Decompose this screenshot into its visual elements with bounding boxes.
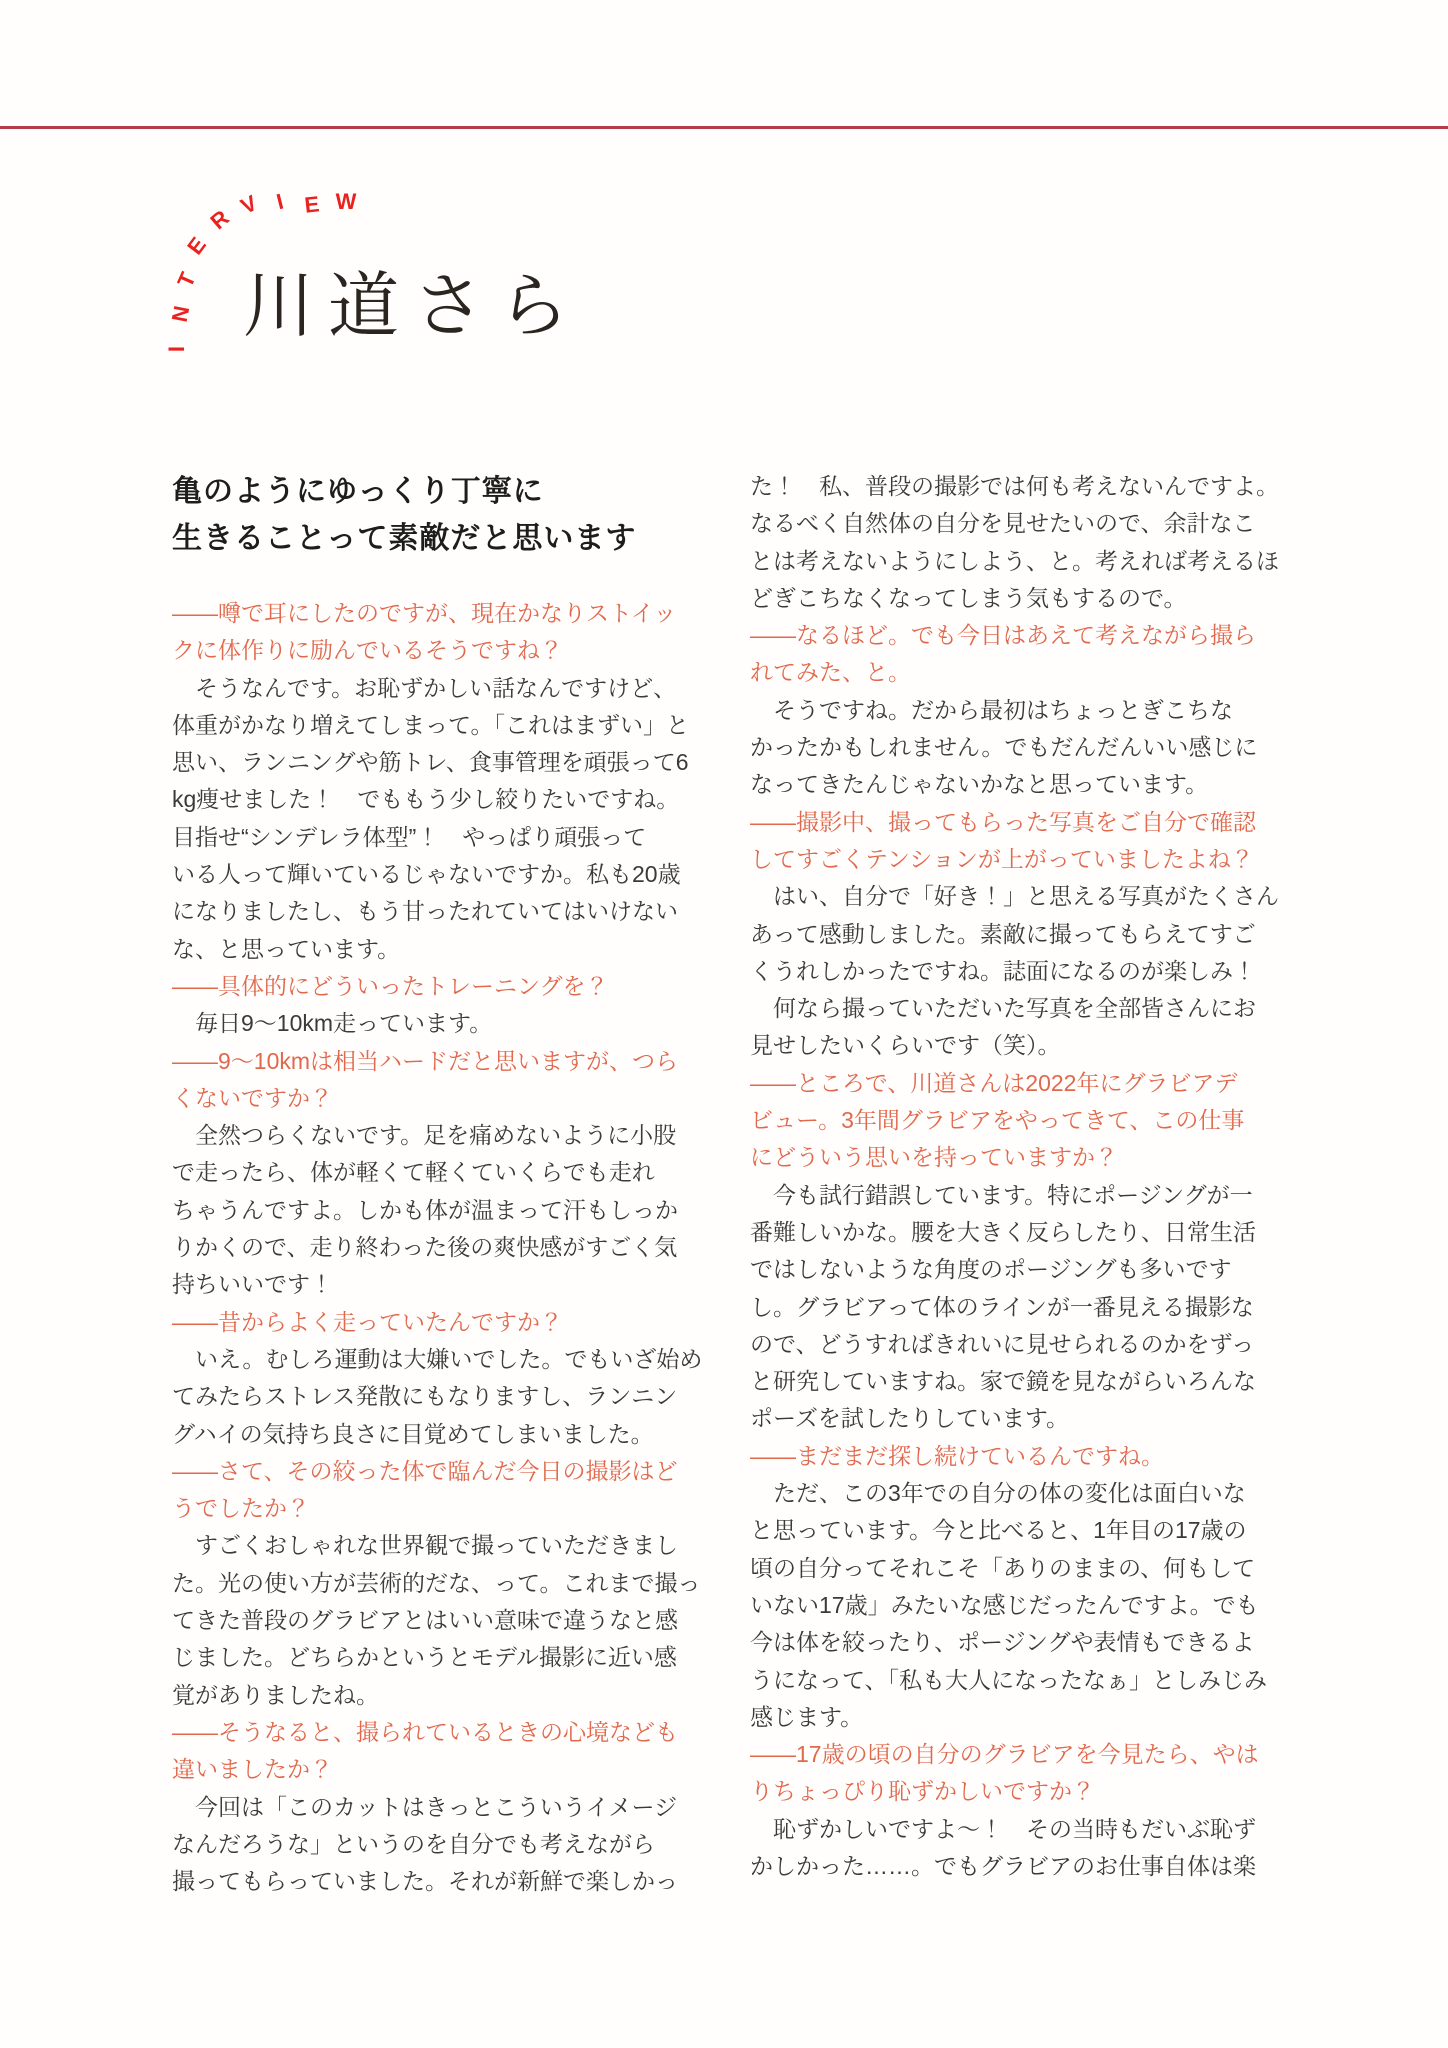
kicker-letter: I: [273, 188, 286, 215]
kicker-letter: I: [164, 345, 189, 353]
interview-answer-line: 目指せ“シンデレラ体型”！ やっぱり頑張って: [172, 823, 647, 850]
kicker-letter: E: [303, 191, 321, 218]
interview-answer-line: 全然つらくないです。足を痛めないように小股: [195, 1122, 677, 1149]
interview-question-line: ——噂で耳にしたのですが、現在かなりストイッ: [172, 600, 677, 626]
left-column-lines: [172, 595, 703, 1900]
interview-answer-line: 今回は「このカットはきっとこういうイメージ: [195, 1793, 678, 1820]
interview-answer-line: と研究していますね。家で鏡を見ながらいろんな: [750, 1368, 1256, 1395]
interview-answer-line: ポーズを試したりしています。: [750, 1405, 1070, 1432]
interview-question-line: ——具体的にどういったトレーニングを？: [172, 972, 609, 999]
interview-answer-line: いない17歳」みたいな感じだったんですよ。でも: [750, 1591, 1259, 1618]
interview-question-line: ——なるほど。でも今日はあえて考えながら撮ら: [750, 622, 1256, 649]
interview-answer-line: 恥ずかしいですよ〜！ その当時もだいぶ恥ず: [773, 1815, 1256, 1842]
interview-answer-line: そうなんです。お恥ずかしい話なんですけど、: [195, 674, 677, 701]
interview-answer-line: とは考えないようにしよう、と。考えれば考えるほ: [750, 547, 1279, 574]
interview-question-line: してすごくテンションが上がっていましたよね？: [750, 845, 1254, 872]
interview-answer-line: あって感動しました。素敵に撮ってもらえてすご: [750, 920, 1256, 947]
interview-answer-line: し。グラビアって体のラインが一番見える撮影な: [750, 1293, 1254, 1320]
interview-answer-line: すごくおしゃれな世界観で撮っていただきまし: [195, 1532, 678, 1559]
interview-answer-line: なんだろうな」というのを自分でも考えながら: [172, 1830, 655, 1857]
interview-question-line: くないですか？: [172, 1084, 333, 1111]
headline-line-2: 生きることって素敵だと思います: [172, 522, 637, 555]
interview-answer-line: いる人って輝いているじゃないですか。私も20歳: [172, 861, 681, 888]
interview-answer-line: ので、どうすればきれいに見せられるのかをずっ: [750, 1330, 1255, 1357]
interview-question-line: ビュー。3年間グラビアをやってきて、この仕事: [750, 1107, 1245, 1134]
interview-question-line: ——まだまだ探し続けているんですね。: [750, 1442, 1164, 1469]
interview-answer-line: そうですね。だから最初はちょっとぎこちな: [773, 696, 1233, 723]
interview-question-line: ——昔からよく走っていたんですか？: [172, 1308, 563, 1335]
interview-answer-line: うになって、「私も大人になったなぁ」としみじみ: [750, 1666, 1268, 1693]
interview-answer-line: 覚がありましたね。: [172, 1681, 379, 1708]
right-column: [750, 468, 1279, 1885]
interview-question-line: ——ところで、川道さんは2022年にグラビアデ: [750, 1069, 1238, 1096]
headline: [172, 468, 664, 562]
interview-question-line: クに体作りに励んでいるそうですね？: [172, 637, 563, 664]
headline-line-1: 亀のようにゆっくり丁寧に: [172, 475, 544, 508]
interview-answer-line: kg痩せました！ でももう少し絞りたいですね。: [172, 786, 680, 813]
interview-answer-line: 今は体を絞ったり、ポージングや表情もできるよ: [750, 1629, 1255, 1656]
interview-answer-line: なるべく自然体の自分を見せたいので、余計なこ: [750, 510, 1256, 537]
interview-answer-line: た。光の使い方が芸術的だな、って。これまで撮っ: [172, 1569, 701, 1596]
interview-answer-line: 頃の自分ってそれこそ「ありのままの、何もして: [750, 1554, 1256, 1581]
interview-answer-line: ではしないような角度のポージングも多いです: [750, 1256, 1232, 1283]
interview-answer-line: てきた普段のグラビアとはいい意味で違うなと感: [172, 1607, 678, 1634]
interview-answer-line: 見せしたいくらいです（笑）。: [750, 1032, 1061, 1059]
interview-answer-line: 番難しいかな。腰を大きく反らしたり、日常生活: [750, 1218, 1256, 1245]
interview-question-line: うでしたか？: [172, 1495, 310, 1522]
interview-answer-line: 毎日9〜10km走っています。: [195, 1010, 493, 1037]
interview-question-line: ——9〜10kmは相当ハードだと思いますが、つら: [172, 1047, 679, 1074]
interview-answer-line: ただ、この3年での自分の体の変化は面白いな: [773, 1480, 1246, 1507]
interview-answer-line: グハイの気持ち良さに目覚めてしまいました。: [172, 1420, 654, 1447]
interview-answer-line: な、と思っています。: [172, 935, 401, 962]
interview-answer-line: 体重がかなり増えてしまって。「これはまずい」と: [172, 711, 690, 738]
kicker-letter: W: [335, 189, 357, 214]
interview-answer-line: てみたらストレス発散にもなりますし、ランニン: [172, 1383, 678, 1410]
kicker-letter: R: [205, 204, 234, 235]
interview-question-line: ——17歳の頃の自分のグラビアを今見たら、やは: [750, 1741, 1259, 1768]
interview-answer-line: どぎこちなくなってしまう気もするので。: [750, 584, 1187, 611]
interview-question-line: れてみた、と。: [750, 659, 911, 686]
interview-answer-line: かったかもしれません。でもだんだんいい感じに: [750, 734, 1258, 761]
kicker-letter: N: [166, 303, 195, 325]
interview-answer-line: 何なら撮っていただいた写真を全部皆さんにお: [773, 995, 1256, 1022]
interview-answer-line: かしかった……。でもグラビアのお仕事自体は楽: [750, 1852, 1256, 1879]
interview-answer-line: 感じます。: [750, 1703, 864, 1730]
kicker-letter: T: [172, 268, 201, 292]
interview-answer-line: 思い、ランニングや筋トレ、食事管理を頑張って6: [172, 749, 689, 776]
page-title: 川道さら: [243, 267, 584, 346]
interview-question-line: ——さて、その絞った体で臨んだ今日の撮影はど: [172, 1457, 678, 1484]
top-rule-divider: [0, 126, 1448, 129]
interview-answer-line: いえ。むしろ運動は大嫌いでした。でもいざ始め: [195, 1345, 703, 1372]
interview-question-line: ——そうなると、撮られているときの心境なども: [172, 1718, 678, 1745]
interview-answer-line: はい、自分で「好き！」と思える写真がたくさん: [773, 883, 1279, 910]
kicker-letter: E: [182, 232, 212, 260]
interview-answer-line: 今も試行錯誤しています。特にポージングが一: [773, 1181, 1253, 1208]
kicker-letter: V: [236, 190, 261, 220]
interview-answer-line: りかくので、走り終わった後の爽快感がすごく気: [172, 1234, 678, 1261]
interview-answer-line: 持ちいいです！: [172, 1271, 333, 1298]
interview-question-line: 違いましたか？: [172, 1756, 333, 1783]
interview-question-line: ——撮影中、撮ってもらった写真をご自分で確認: [750, 808, 1256, 835]
right-column-lines: [750, 468, 1279, 1885]
interview-question-line: りちょっぴり恥ずかしいですか？: [750, 1778, 1095, 1805]
interview-answer-line: た！ 私、普段の撮影では何も考えないんですよ。: [750, 473, 1279, 499]
interview-answer-line: になりましたし、もう甘ったれていてはいけない: [172, 898, 678, 925]
left-column: [172, 468, 703, 1900]
interview-question-line: にどういう思いを持っていますか？: [750, 1144, 1118, 1171]
interview-answer-line: 撮ってもらっていました。それが新鮮で楽しかっ: [172, 1868, 678, 1895]
interview-answer-line: ちゃうんですよ。しかも体が温まって汗もしっか: [172, 1196, 678, 1223]
interview-answer-line: で走ったら、体が軽くて軽くていくらでも走れ: [172, 1159, 655, 1186]
interview-answer-line: じました。どちらかというとモデル撮影に近い感: [172, 1644, 677, 1671]
interview-answer-line: なってきたんじゃないかなと思っています。: [750, 771, 1209, 798]
interview-answer-line: くうれしかったですね。誌面になるのが楽しみ！: [750, 957, 1256, 984]
interview-answer-line: と思っています。今と比べると、1年目の17歳の: [750, 1517, 1247, 1544]
